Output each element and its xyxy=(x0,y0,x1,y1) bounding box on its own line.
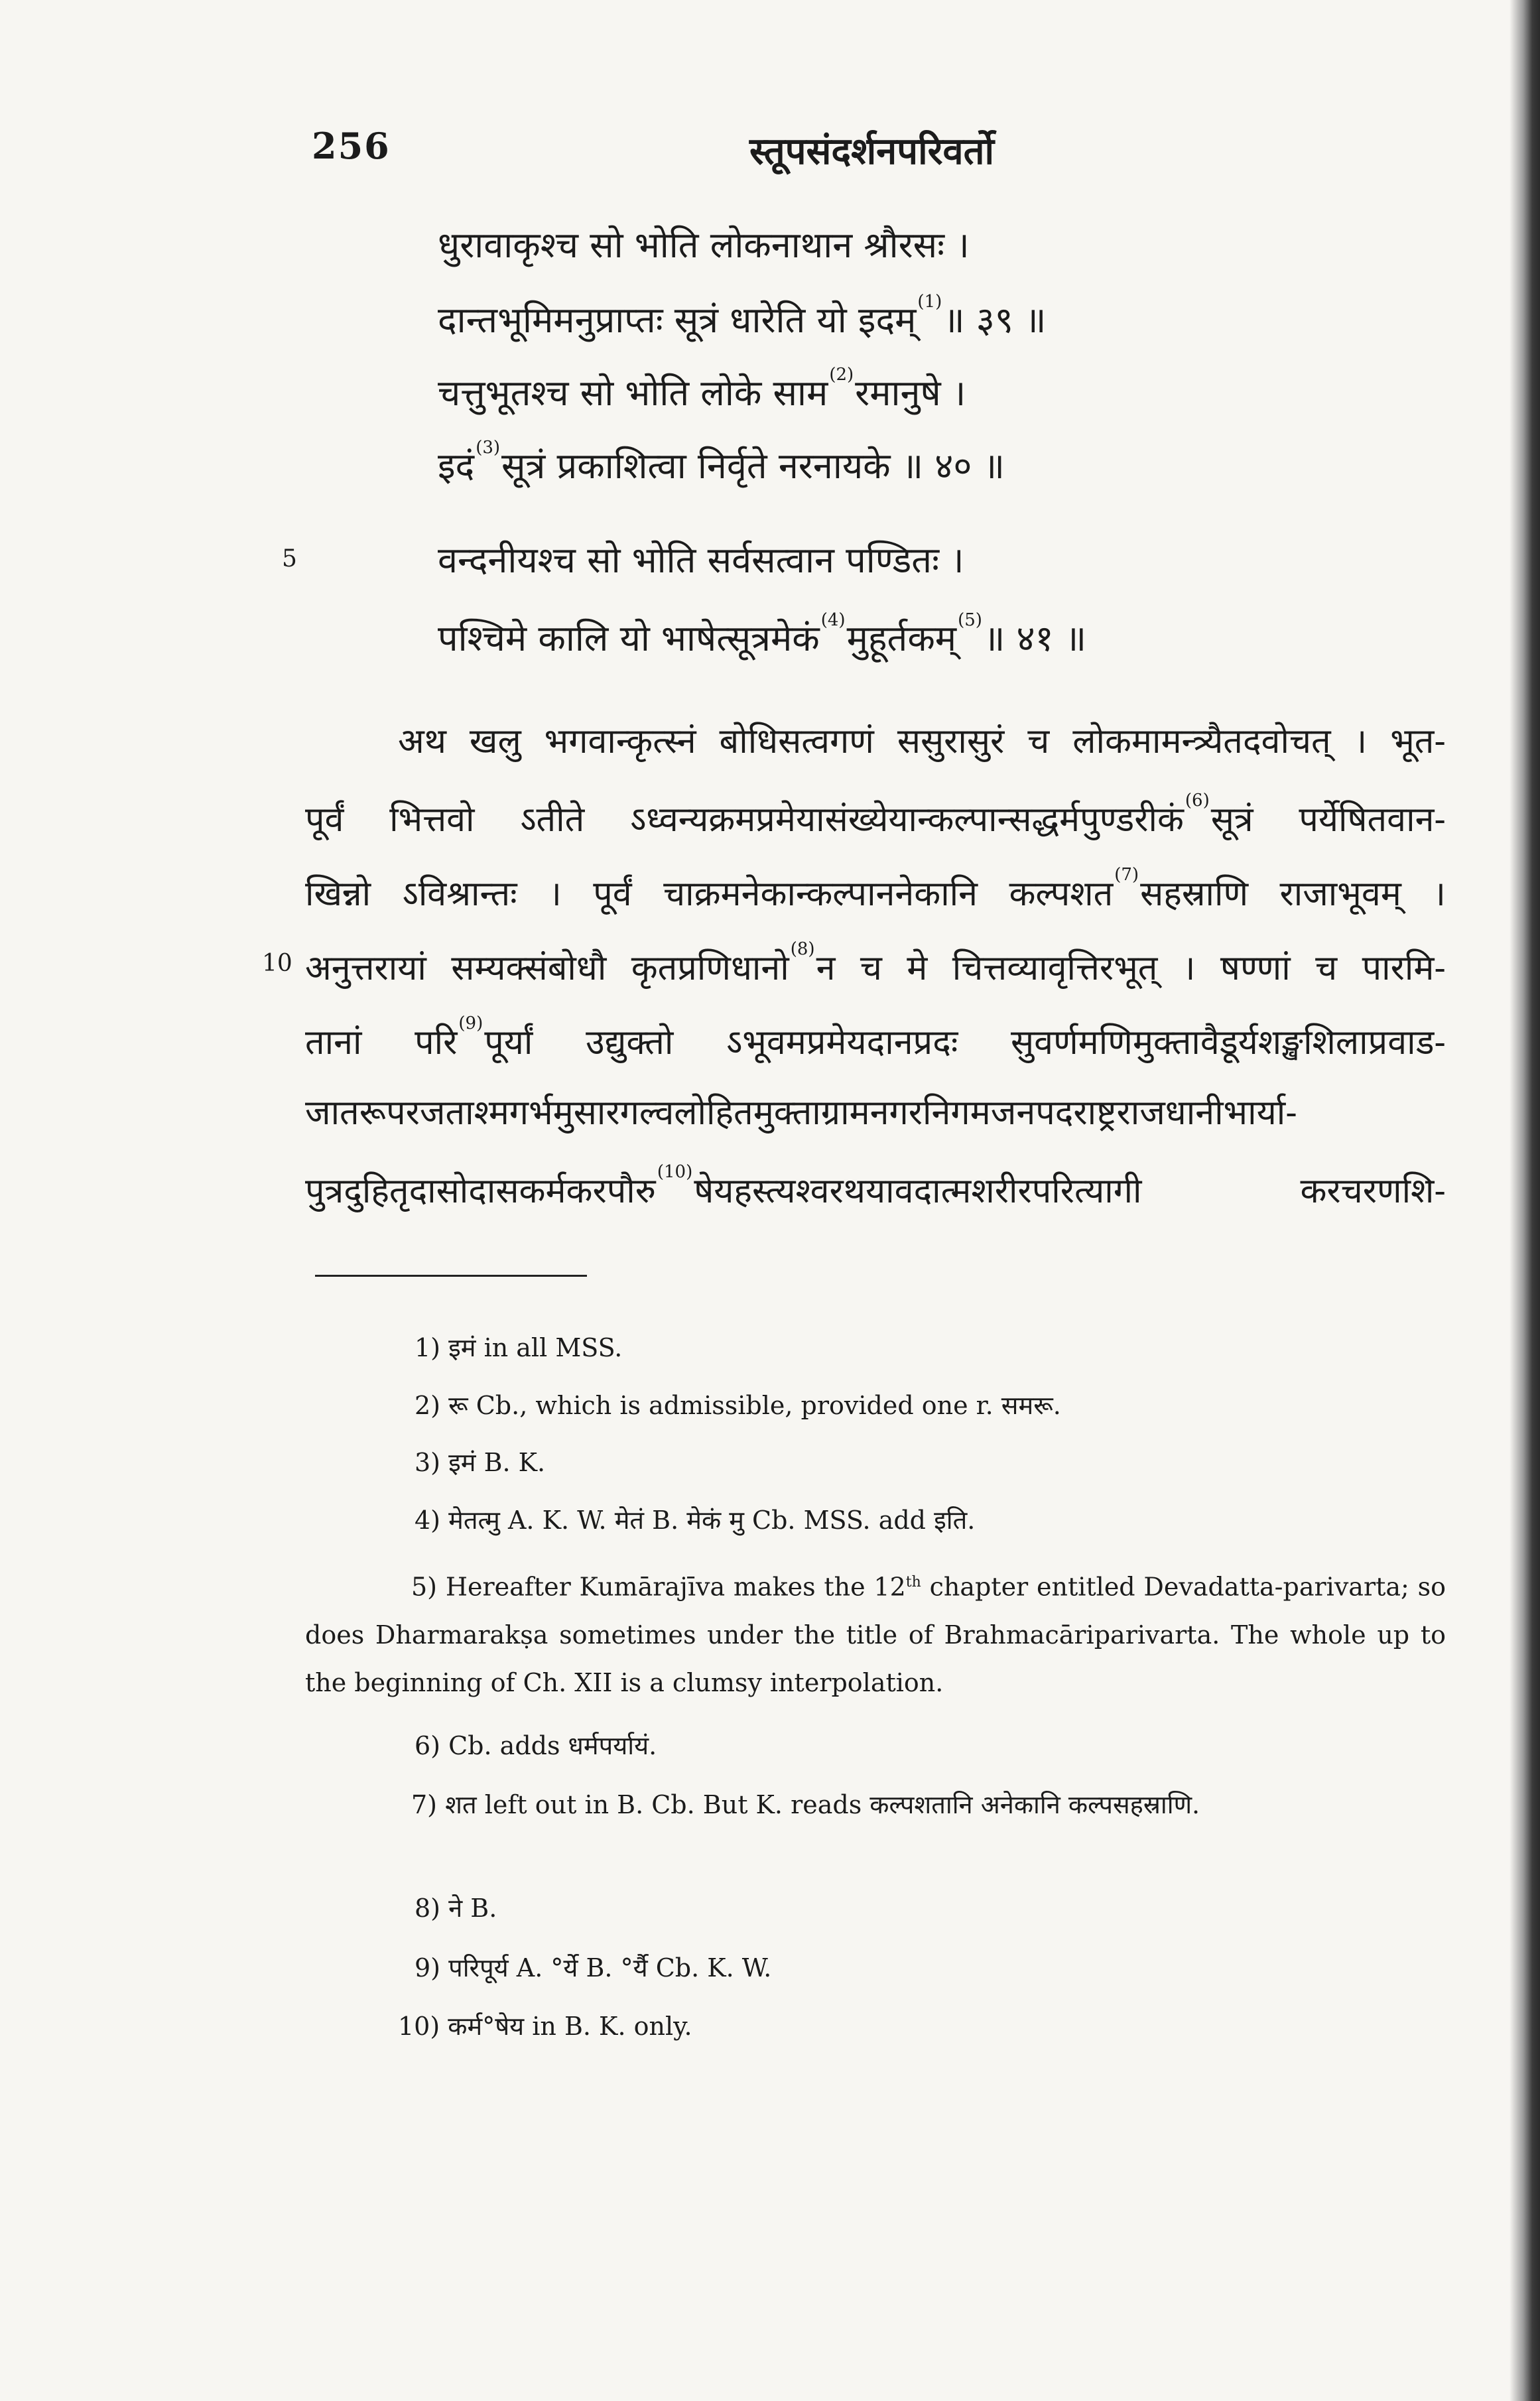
footnote-ref: (9) xyxy=(458,1013,483,1033)
running-head: स्तूपसंदर्शनपरिवर्तो xyxy=(749,129,995,173)
footnote: 2) रू Cb., which is admissible, provided one r. समरू. xyxy=(415,1391,1061,1420)
prose-line: तानां परि$^{(9)}$पूर्यां उद्युक्तो ऽभूवमप्रमेयदानप्रदः सुवर्णमणिमुक्तावैडूर्यशङ्खशिलाप्रवाड- xyxy=(305,1013,1446,1063)
footnote-ref: (2) xyxy=(829,365,854,385)
page-number: 256 xyxy=(312,125,391,167)
footnote: 7) शत left out in B. Cb. But K. reads कल्पशतानि अनेकानि कल्पसहस्राणि. xyxy=(411,1790,1200,1819)
prose-line: खिन्नो ऽविश्रान्तः । पूर्वं चाक्रमनेकान्कल्पाननेकानि कल्पशत$^{(7)}$सहस्राणि राजाभूवम् । xyxy=(305,865,1446,914)
footnote: 4) मेतत्मु A. K. W. मेतं B. मेकं मु Cb. MSS. add इति. xyxy=(415,1506,976,1535)
footnote-ref: (4) xyxy=(820,610,846,630)
prose-line: अथ खलु भगवान्कृत्स्नं बोधिसत्वगणं ससुरासुरं च लोकमामन्त्र्यैतदवोचत् । भूत- xyxy=(398,722,1446,761)
verse-line: चत्तुभूतश्च सो भोति लोके साम$^{(2)}$रमानुषे । xyxy=(438,365,966,414)
prose-line: अनुत्तरायां सम्यक्संबोधौ कृतप्रणिधानो$^{(8)}$न च मे चित्तव्यावृत्तिरभूत् । षण्णां च पारमि- xyxy=(305,939,1446,988)
footnote: 8) ने B. xyxy=(415,1894,497,1923)
verse-line: इदं$^{(3)}$सूत्रं प्रकाशित्वा निर्वृते नरनायके ॥ ४० ॥ xyxy=(438,438,1005,487)
footnote-ref: (6) xyxy=(1185,791,1210,811)
footnote: 3) इमं B. K. xyxy=(415,1448,546,1477)
footnote-ref: (5) xyxy=(958,610,982,630)
line-number-marker: 5 xyxy=(282,545,297,572)
footnote-ref: (10) xyxy=(657,1162,693,1182)
footnote: 1) इमं in all MSS. xyxy=(415,1333,623,1362)
verse-line: दान्तभूमिमनुप्राप्तः सूत्रं धारेति यो इदम्$^{(1)}$॥ ३९ ॥ xyxy=(438,292,1047,341)
prose-line: पूर्वं भित्तवो ऽतीते ऽध्वन्यक्रमप्रमेयासंख्येयान्कल्पान्सद्धर्मपुण्डरीकं$^{(6)}$सूत्रं पर्येषितवान- xyxy=(305,791,1446,840)
footnote-ref: (1) xyxy=(917,292,942,312)
prose-line: जातरूपरजताश्मगर्भमुसारगल्वलोहितमुक्ताग्रामनगरनिगमजनपदराष्ट्रराजधानीभार्या- xyxy=(305,1093,1297,1133)
prose-line: पुत्रदुहितृदासोदासकर्मकरपौरु$^{(10)}$षेयहस्त्यश्वरथयावदात्मशरीरपरित्यागी करचरणशि- xyxy=(305,1162,1446,1211)
footnote-ref: (3) xyxy=(476,438,501,458)
footnote-ref: (8) xyxy=(790,939,815,959)
footnote: 10) कर्म°षेय in B. K. only. xyxy=(398,2012,692,2041)
footnote: 5) Hereafter Kumārajīva makes the 12th chapter entitled Devadatta-parivarta; so does Dharmarakṣa sometimes under the title of Brahmacāriparivarta. The whole up to the beginning of Ch. XII is a clumsy interpolation. xyxy=(305,1572,1446,1697)
verse-line: पश्चिमे कालि यो भाषेत्सूत्रमेकं$^{(4)}$मुहूर्तकम्$^{(5)}$॥ ४१ ॥ xyxy=(438,610,1087,659)
footnote-separator xyxy=(315,1275,587,1277)
footnote-ref: (7) xyxy=(1114,865,1139,885)
line-number-marker: 10 xyxy=(262,950,292,977)
footnote: 6) Cb. adds धर्मपर्यायं. xyxy=(415,1731,657,1760)
verse-line: धुरावाकृश्च सो भोति लोकनाथान श्रौरसः । xyxy=(438,224,970,266)
footnote: 9) परिपूर्य A. °र्ये B. °र्यै Cb. K. W. xyxy=(415,1953,772,1982)
page-edge-shadow xyxy=(1509,0,1540,2401)
verse-line: वन्दनीयश्च सो भोति सर्वसत्वान पण्डितः । xyxy=(438,539,964,581)
